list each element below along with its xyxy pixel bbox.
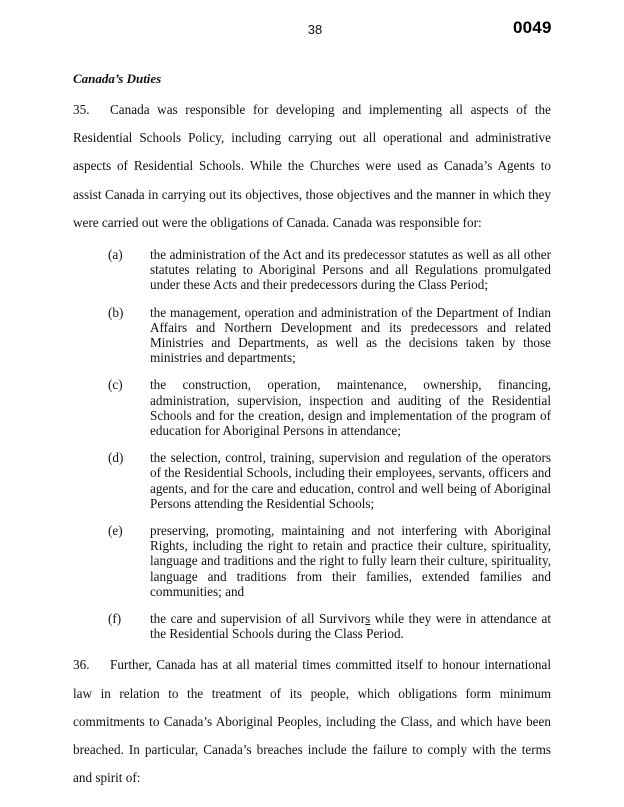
paragraph-35	[73, 96, 551, 237]
list-label: (e)	[108, 523, 123, 539]
list-item-e	[73, 523, 551, 599]
list-label: (c)	[108, 377, 123, 393]
list-label: (b)	[108, 304, 124, 320]
section-heading: Canada’s Duties	[73, 71, 162, 86]
list-text: the management, operation and administration of the Department of Indian Affairs and Northern Development and its predecessors and related Ministries and Departments, as well as the decisions taken by those ministries and departments;	[150, 304, 551, 366]
list-text	[150, 611, 551, 641]
paragraph-number: 36.	[73, 657, 90, 673]
list-label: (d)	[108, 450, 124, 466]
list-label: (a)	[108, 247, 123, 263]
list-text-part: while they were in attendance at the Residential Schools during the Class Period.	[150, 611, 551, 642]
list-text: preserving, promoting, maintaining and not interfering with Aboriginal Rights, including the right to retain and practice their culture, spirituality, language and traditions and the right to fully learn their culture, spirituality, language and traditions from their families, extended families and communities; and	[150, 523, 551, 599]
list-item-b	[73, 305, 551, 366]
paragraph-text: Further, Canada has at all material times committed itself to honour international law in relation to the treatment of its people, which obligations form minimum commitments to Canada’s Aboriginal Peoples, including the Class, and which have been breached. In particular, Canada’s breaches include the failure to comply with the terms and spirit of:	[73, 657, 551, 786]
paragraph-36	[73, 651, 551, 792]
duties-list	[73, 247, 551, 641]
list-label: (f)	[108, 611, 122, 627]
underlined-correction: s	[365, 611, 371, 627]
list-item-c	[73, 377, 551, 438]
document-stamp: 0049	[513, 18, 552, 37]
list-item-f	[73, 611, 551, 641]
paragraph-text: Canada was responsible for developing and implementing all aspects of the Residential Schools Policy, including carrying out all operational and administrative aspects of Residential Schools. While the Churches were used as Canada’s Agents to assist Canada in carrying out its objectives, those objectives and the manner in which they were carried out were the obligations of Canada. Canada was responsible for:	[73, 102, 551, 230]
list-text: the construction, operation, maintenance, ownership, financing, administration, supervision, inspection and auditing of the Residential Schools and for the creation, design and implementation of the program of education for Aboriginal Persons in attendance;	[150, 377, 551, 439]
list-text: the selection, control, training, supervision and regulation of the operators of the Residential Schools, including their employees, servants, officers and agents, and for the care and education, control and well being of Aboriginal Persons attending the Residential Schools;	[150, 450, 551, 511]
list-text-part: the care and supervision of all Survivor	[150, 611, 366, 627]
paragraph-number: 35.	[73, 102, 90, 117]
document-body	[73, 70, 551, 793]
list-item-d	[73, 450, 551, 511]
list-text: the administration of the Act and its predecessor statutes as well as all other statutes relating to Aboriginal Persons and all Regulations promulgated under these Acts and their predecessors during the Class Period;	[150, 247, 551, 293]
list-item-a	[73, 247, 551, 293]
page-number: 38	[307, 22, 323, 37]
